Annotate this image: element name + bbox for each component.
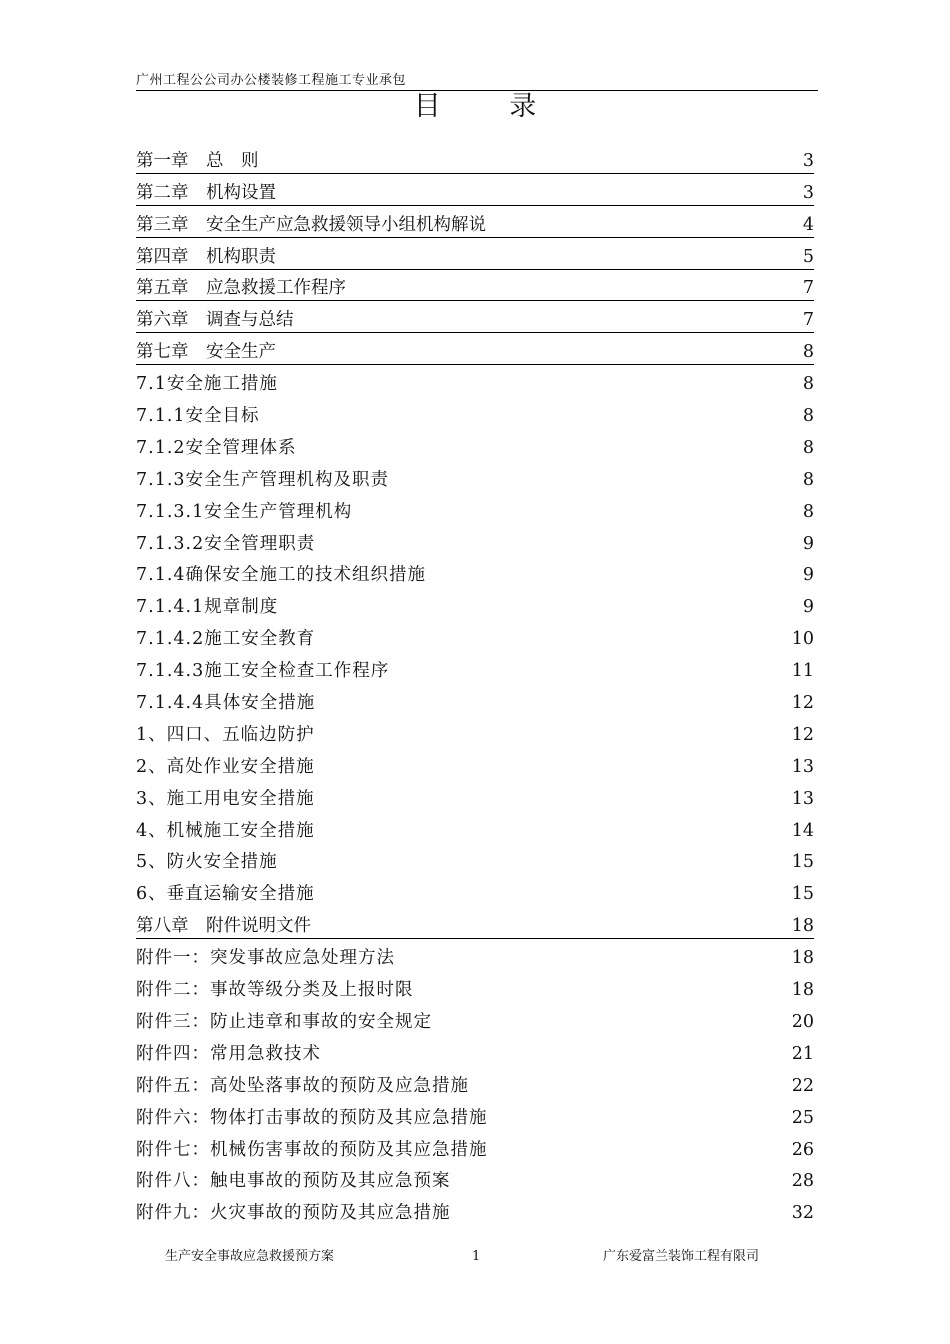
toc-entry[interactable] (136, 1099, 814, 1131)
toc-entry[interactable] (136, 397, 814, 429)
toc-entry[interactable] (136, 748, 814, 780)
toc-entry-page-number: 7 (802, 278, 814, 299)
toc-entry-page-number: 25 (791, 1107, 814, 1128)
toc-entry[interactable] (136, 493, 814, 525)
toc-entry-page-number: 9 (802, 533, 814, 554)
toc-chapter-entry[interactable] (136, 301, 814, 333)
toc-entry-page-number: 5 (802, 246, 814, 267)
toc-entry-title: 附件七：机械伤害事故的预防及其应急措施 (136, 1139, 488, 1160)
toc-entry-title: 4、机械施工安全措施 (136, 820, 315, 841)
toc-entry[interactable] (136, 1163, 814, 1195)
footer-company-name: 广东爱富兰装饰工程有限司 (603, 1249, 760, 1264)
toc-entry-page-number: 10 (791, 629, 814, 650)
toc-entry-page-number: 20 (791, 1011, 814, 1032)
toc-entry[interactable] (136, 365, 814, 397)
toc-entry-page-number: 8 (802, 374, 814, 395)
toc-chapter-entry[interactable] (136, 206, 814, 238)
page-title: 目 录 (413, 91, 567, 122)
toc-entry[interactable] (136, 1003, 814, 1035)
toc-entry-page-number: 13 (791, 788, 814, 809)
toc-entry-title: 7.1.4.4具体安全措施 (136, 693, 316, 714)
toc-entry-title: 附件二：事故等级分类及上报时限 (136, 980, 414, 1001)
toc-entry[interactable] (136, 844, 814, 876)
toc-entry-page-number: 15 (791, 884, 814, 905)
toc-entry-title: 第四章 机构职责 (136, 246, 276, 267)
toc-entry[interactable] (136, 525, 814, 557)
toc-entry-page-number: 21 (791, 1043, 814, 1064)
toc-entry-title: 附件一：突发事故应急处理方法 (136, 948, 395, 969)
toc-entry[interactable] (136, 684, 814, 716)
toc-entry-title: 7.1.4.3施工安全检查工作程序 (136, 661, 390, 682)
toc-entry-title: 附件五：高处坠落事故的预防及应急措施 (136, 1075, 469, 1096)
toc-entry-page-number: 8 (802, 469, 814, 490)
toc-chapter-entry[interactable] (136, 333, 814, 365)
toc-entry-title: 附件三：防止违章和事故的安全规定 (136, 1011, 432, 1032)
toc-chapter-entry[interactable] (136, 142, 814, 174)
toc-entry-title: 附件六：物体打击事故的预防及其应急措施 (136, 1107, 488, 1128)
toc-entry-page-number: 8 (802, 501, 814, 522)
toc-entry[interactable] (136, 620, 814, 652)
toc-entry-title: 7.1安全施工措施 (136, 374, 278, 395)
toc-entry-title: 7.1.4确保安全施工的技术组织措施 (136, 565, 427, 586)
toc-entry-title: 附件九：火灾事故的预防及其应急措施 (136, 1203, 451, 1224)
toc-entry-page-number: 9 (802, 565, 814, 586)
toc-entry-page-number: 32 (791, 1203, 814, 1224)
toc-entry-page-number: 8 (802, 406, 814, 427)
toc-entry[interactable] (136, 588, 814, 620)
toc-entry-title: 7.1.1安全目标 (136, 406, 260, 427)
toc-entry-page-number: 28 (791, 1171, 814, 1192)
toc-entry[interactable] (136, 716, 814, 748)
toc-entry-title: 第二章 机构设置 (136, 182, 276, 203)
toc-entry[interactable] (136, 429, 814, 461)
toc-entry-page-number: 3 (802, 182, 814, 203)
toc-entry-title: 3、施工用电安全措施 (136, 788, 315, 809)
toc-entry[interactable] (136, 939, 814, 971)
toc-entry-page-number: 12 (791, 693, 814, 714)
toc-entry-page-number: 8 (802, 342, 814, 363)
toc-entry[interactable] (136, 652, 814, 684)
toc-chapter-entry[interactable] (136, 238, 814, 270)
toc-entry[interactable] (136, 1067, 814, 1099)
toc-entry-title: 附件八：触电事故的预防及其应急预案 (136, 1171, 451, 1192)
toc-entry-page-number: 4 (802, 214, 814, 235)
toc-entry[interactable] (136, 557, 814, 589)
toc-entry-page-number: 14 (791, 820, 814, 841)
toc-entry-page-number: 9 (802, 597, 814, 618)
toc-chapter-entry[interactable] (136, 907, 814, 939)
toc-entry-page-number: 7 (802, 310, 814, 331)
table-of-contents (136, 142, 814, 1226)
toc-entry-title: 1、四口、五临边防护 (136, 724, 315, 745)
toc-entry-title: 第一章 总 则 (136, 150, 259, 171)
toc-entry[interactable] (136, 1035, 814, 1067)
toc-entry[interactable] (136, 1194, 814, 1226)
toc-entry[interactable] (136, 971, 814, 1003)
toc-entry-title: 2、高处作业安全措施 (136, 756, 315, 777)
toc-entry-title: 7.1.3.2安全管理职责 (136, 533, 316, 554)
running-header (136, 74, 818, 91)
toc-entry[interactable] (136, 780, 814, 812)
toc-entry-page-number: 26 (791, 1139, 814, 1160)
toc-entry-title: 7.1.4.2施工安全教育 (136, 629, 316, 650)
toc-entry-title: 6、垂直运输安全措施 (136, 884, 315, 905)
toc-entry[interactable] (136, 875, 814, 907)
toc-entry[interactable] (136, 1131, 814, 1163)
toc-chapter-entry[interactable] (136, 174, 814, 206)
toc-entry-page-number: 3 (802, 150, 814, 171)
footer-page-number: 1 (472, 1249, 481, 1264)
toc-entry-title: 第三章 安全生产应急救援领导小组机构解说 (136, 214, 486, 235)
toc-entry-page-number: 18 (791, 948, 814, 969)
toc-entry-title: 7.1.3安全生产管理机构及职责 (136, 469, 390, 490)
toc-entry-page-number: 13 (791, 756, 814, 777)
toc-entry-page-number: 15 (791, 852, 814, 873)
header-title: 广州工程公公司办公楼装修工程施工专业承包 (136, 73, 407, 88)
toc-entry-page-number: 11 (791, 661, 814, 682)
toc-entry-title: 7.1.3.1安全生产管理机构 (136, 501, 353, 522)
toc-chapter-entry[interactable] (136, 270, 814, 302)
toc-entry-title: 第五章 应急救援工作程序 (136, 278, 346, 299)
toc-entry[interactable] (136, 461, 814, 493)
toc-entry-title: 5、防火安全措施 (136, 852, 278, 873)
toc-entry[interactable] (136, 812, 814, 844)
toc-entry-page-number: 8 (802, 437, 814, 458)
toc-entry-title: 第六章 调查与总结 (136, 310, 294, 331)
toc-entry-title: 7.1.2安全管理体系 (136, 437, 297, 458)
toc-entry-title: 7.1.4.1规章制度 (136, 597, 279, 618)
toc-entry-title: 第八章 附件说明文件 (136, 916, 311, 937)
footer-document-name: 生产安全事故应急救援预方案 (165, 1249, 335, 1264)
toc-entry-title: 附件四：常用急救技术 (136, 1043, 321, 1064)
toc-entry-title: 第七章 安全生产 (136, 342, 276, 363)
toc-entry-page-number: 18 (791, 980, 814, 1001)
toc-entry-page-number: 12 (791, 724, 814, 745)
toc-entry-page-number: 22 (791, 1075, 814, 1096)
toc-entry-page-number: 18 (791, 916, 814, 937)
